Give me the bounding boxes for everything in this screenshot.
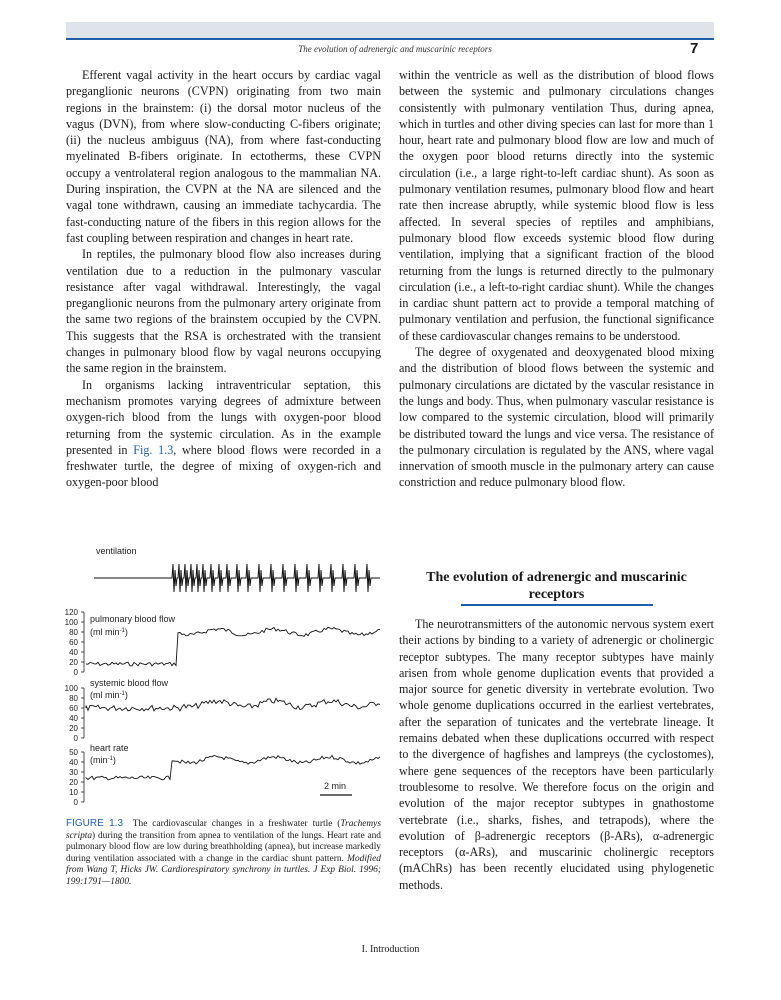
tick-label: 0 — [73, 668, 78, 677]
page-number: 7 — [690, 40, 699, 57]
heart-rate-unit: $(\min^{-1})$ — [90, 755, 116, 765]
tick-label: 60 — [69, 638, 78, 647]
systemic-unit: (ml $\min^{-1}$) — [90, 690, 128, 700]
tick-label: 60 — [69, 704, 78, 713]
heart-rate-label: heart rate — [90, 743, 129, 753]
tick-label: 40 — [69, 714, 78, 723]
tick-label: 40 — [69, 758, 78, 767]
paragraph — [66, 377, 381, 491]
right-column — [399, 67, 714, 491]
tick-label: 40 — [69, 648, 78, 657]
header-band — [66, 22, 714, 38]
paragraph: The neurotransmitters of the autonomic nervous system exert their actions by binding to a variety of adrenergic or cholinergic receptor subtypes. The many receptor subtypes have mainly arisen from whole genome duplication events that provided a major source for genetic diversity in vertebrate evolution. Two whole genome duplications occurred in the earliest vertebrates, after the separation of tunicates and the vertebrate lineage. It remains debated when these duplications occurred with respect to the divergence of hagfishes and lampreys (the cyclostomes), where gene sequences of the receptors have been particularly troublesome to resolve. We therefore focus on the origin and evolution of the major receptor subtypes in gnathostome vertebrate (i.e., sharks, fishes, and tetrapods), where the evolution of β-adrenergic receptors (β-ARs), α-adrenergic receptors (α-ARs), and muscarinic cholinergic receptors (mAChRs) has been recently elucidated using phylogenetic methods. — [399, 617, 714, 892]
tick-label: 100 — [64, 684, 78, 693]
tick-label: 100 — [64, 618, 78, 627]
paragraph-text: , where blood flows were recorded in a freshwater turtle, the degree of mixing of oxygen-rich and oxygen-poor blood — [66, 442, 381, 490]
paragraph: Efferent vagal activity in the heart occurs by cardiac vagal preganglionic neurons (CVPN) originating from two main regions in the brainstem: (i) the dorsal motor nucleus of the vagus (DVN), from where slow-conducting C-fibers originate; (ii) the nucleus ambiguus (NA), from where fast-conducting myelinated B-fibers originate. In ectotherms, these CVPN occupy a ventrolateral region analogous to the mammalian NA. During inspiration, the CVPN at the NA are silenced and the vagal tone withdrawn, causing an immediate tachycardia. The fast-conducting nature of the fibers in this region allows for the fast coupling between respiration and changes in heart rate. — [66, 68, 381, 245]
ventilation-trace — [94, 564, 380, 592]
figure-link[interactable]: Fig. 1.3 — [133, 442, 174, 457]
figure-plot — [62, 540, 388, 812]
figure-caption: FIGURE 1.3 The cardiovascular changes in a freshwater turtle (Trachemys scripta) during the transition from apnea to ventilation of the lungs. Heart rate and pulmonary blood flow are low during breathholding (apnea), but increase markedly during ventilation associated with a change in the cardiac shunt pattern. Modified from Wang T, Hicks JW. Cardiorespiratory synchrony in turtles. J Exp Biol. 1996; 199:1791—1800. — [66, 818, 381, 887]
tick-label: 10 — [69, 788, 78, 797]
pulmonary-label: pulmonary blood flow — [90, 614, 176, 624]
paragraph: In reptiles, the pulmonary blood flow also increases during ventilation due to a reduction in the pulmonary vascular resistance after vagal withdrawal. Interestingly, the vagal preganglionic neurons from the pulmonary artery originate from the same two regions of the brainstem occupied by the CVPN. This suggests that the RSA is orchestrated with the transient changes in pulmonary blood flow by vagal neurons occupying the same region in the brainstem. — [66, 247, 381, 376]
tick-label: 20 — [69, 658, 78, 667]
pulmonary-trace — [86, 627, 380, 666]
paragraph: within the ventricle as well as the distribution of blood flows between the systemic and pulmonary circulations changes consistently with pulmonary ventilation Thus, during apnea, which in turtles and other diving species can last for more than 1 hour, heart rate and pulmonary blood flow are low and much of the oxygen poor blood returns directly into the systemic circulation (i.e., a large right-to-left cardiac shunt). As soon as pulmonary ventilation resumes, pulmonary blood flow and heart rate then increase abruptly, while systemic blood flow is less affected. In several species of reptiles and amphibians, pulmonary blood flow exceeds systemic blood flow during ventilation, implying that a significant fraction of the blood returning from the lungs is returned directly to the pulmonary circulation (i.e., a left-to-right cardiac shunt). While the changes in cardiac shunt pattern act to provide a temporal matching of pulmonary ventilation and perfusion, the functional significance of these cardiovascular changes remains to be understood. — [399, 68, 714, 343]
tick-label: 20 — [69, 778, 78, 787]
pulmonary-unit: (ml $\min^{-1}$) — [90, 627, 128, 637]
tick-label: 20 — [69, 724, 78, 733]
caption-source: Modified from Wang T, Hicks JW. Cardiorespiratory synchrony in turtles. J Exp Biol. 1996; 199:1791—1800. — [66, 853, 381, 887]
section-rule — [461, 604, 653, 606]
paragraph-text: In organisms lacking intraventricular septation, this mechanism promotes varying degrees of admixture between oxygen-rich blood from the lungs with oxygen-poor blood returning from the systemic circulation. As in the example presented in — [66, 377, 381, 457]
heart-rate-ticks — [69, 748, 84, 807]
tick-label: 0 — [73, 798, 78, 807]
running-head: The evolution of adrenergic and muscarinic receptors — [298, 44, 492, 54]
tick-label: 0 — [73, 734, 78, 743]
heart-rate-trace — [86, 755, 380, 780]
tick-label: 30 — [69, 768, 78, 777]
paragraph: The degree of oxygenated and deoxygenated blood mixing and the distribution of blood flows between the systemic and pulmonary circulations are dictated by the vascular resistance in the lungs and body. Thus, when pulmonary vascular resistance is low compared to the systemic circulation, blood will primarily be distributed toward the lungs and vice versa. The resistance of the pulmonary circulation is regulated by the ANS, where vagal innervation of smooth muscle in the pulmonary artery can cause constriction and reduce pulmonary blood flow. — [399, 345, 714, 490]
tick-label: 50 — [69, 748, 78, 757]
systemic-label: systemic blood flow — [90, 678, 169, 688]
tick-label: 80 — [69, 694, 78, 703]
scale-bar-label: 2 min — [324, 781, 347, 791]
systemic-ticks — [65, 684, 84, 743]
tick-label: 80 — [69, 628, 78, 637]
header-rule — [66, 38, 714, 40]
figure-1-3 — [62, 540, 388, 812]
systemic-trace — [86, 698, 380, 711]
pulmonary-ticks — [65, 608, 84, 677]
left-column — [66, 67, 381, 491]
figure-label: FIGURE 1.3 — [66, 818, 124, 829]
tick-label: 120 — [64, 608, 78, 617]
ventilation-label: ventilation — [96, 546, 137, 556]
section-title: The evolution of adrenergic and muscarinic receptors — [426, 570, 687, 602]
page-footer: I. Introduction — [361, 944, 420, 955]
right-column-section — [399, 616, 714, 893]
